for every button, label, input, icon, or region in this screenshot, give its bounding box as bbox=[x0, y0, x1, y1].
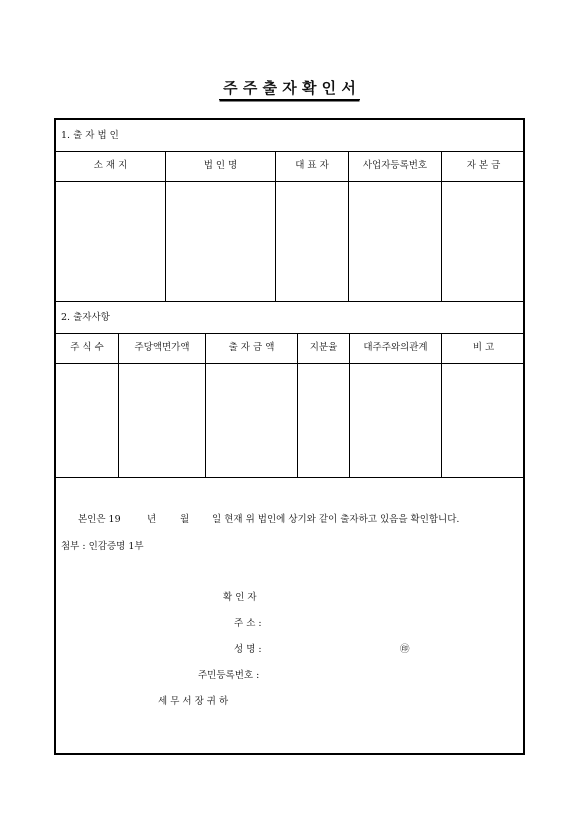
col-par-value: 주당액면가액 bbox=[134, 342, 190, 353]
divider bbox=[441, 151, 442, 301]
divider bbox=[205, 333, 206, 477]
section2-heading: 2. 출자사항 bbox=[61, 312, 110, 323]
col-relationship: 대주주와의관계 bbox=[363, 342, 428, 353]
col-capital: 자 본 금 bbox=[466, 160, 501, 171]
seal-mark: ㊞ bbox=[400, 644, 410, 655]
statement-prefix: 본인은 19 bbox=[78, 514, 121, 525]
col-corp-name: 법 인 명 bbox=[203, 160, 238, 171]
divider bbox=[165, 151, 166, 301]
divider bbox=[348, 151, 349, 301]
col-representative: 대 표 자 bbox=[295, 160, 329, 171]
divider bbox=[56, 301, 523, 302]
col-share-ratio: 지분율 bbox=[309, 342, 338, 353]
section1-heading: 1. 출 자 법 인 bbox=[61, 130, 119, 141]
statement-year: 년 bbox=[147, 514, 157, 525]
divider bbox=[349, 333, 350, 477]
document-title: 주 주 출 자 확 인 서 bbox=[0, 77, 579, 100]
name-label: 성 명 : bbox=[234, 644, 262, 655]
divider bbox=[118, 333, 119, 477]
divider bbox=[56, 363, 523, 364]
col-business-reg-number: 사업자등록번호 bbox=[362, 160, 428, 171]
col-investment-amount: 출 자 금 액 bbox=[228, 342, 275, 353]
divider bbox=[275, 151, 276, 301]
divider bbox=[441, 333, 442, 477]
recipient: 세 무 서 장 귀 하 bbox=[158, 696, 229, 707]
divider bbox=[56, 181, 523, 182]
divider bbox=[56, 151, 523, 152]
divider bbox=[56, 477, 523, 478]
address-label: 주 소 : bbox=[234, 618, 262, 629]
form-frame bbox=[54, 118, 525, 755]
divider bbox=[56, 333, 523, 334]
col-remarks: 비 고 bbox=[472, 342, 495, 353]
statement-month: 월 bbox=[180, 514, 190, 525]
id-number-label: 주민등록번호 : bbox=[198, 670, 260, 681]
statement-text: 일 현재 위 법인에 상기와 같이 출자하고 있음을 확인합니다. bbox=[212, 514, 460, 525]
col-location: 소 재 지 bbox=[93, 160, 128, 171]
confirmer-heading: 확 인 자 bbox=[223, 592, 257, 603]
divider bbox=[297, 333, 298, 477]
attachment-note: 첨부 : 인감증명 1부 bbox=[61, 541, 144, 552]
col-share-count: 주 식 수 bbox=[70, 342, 104, 353]
